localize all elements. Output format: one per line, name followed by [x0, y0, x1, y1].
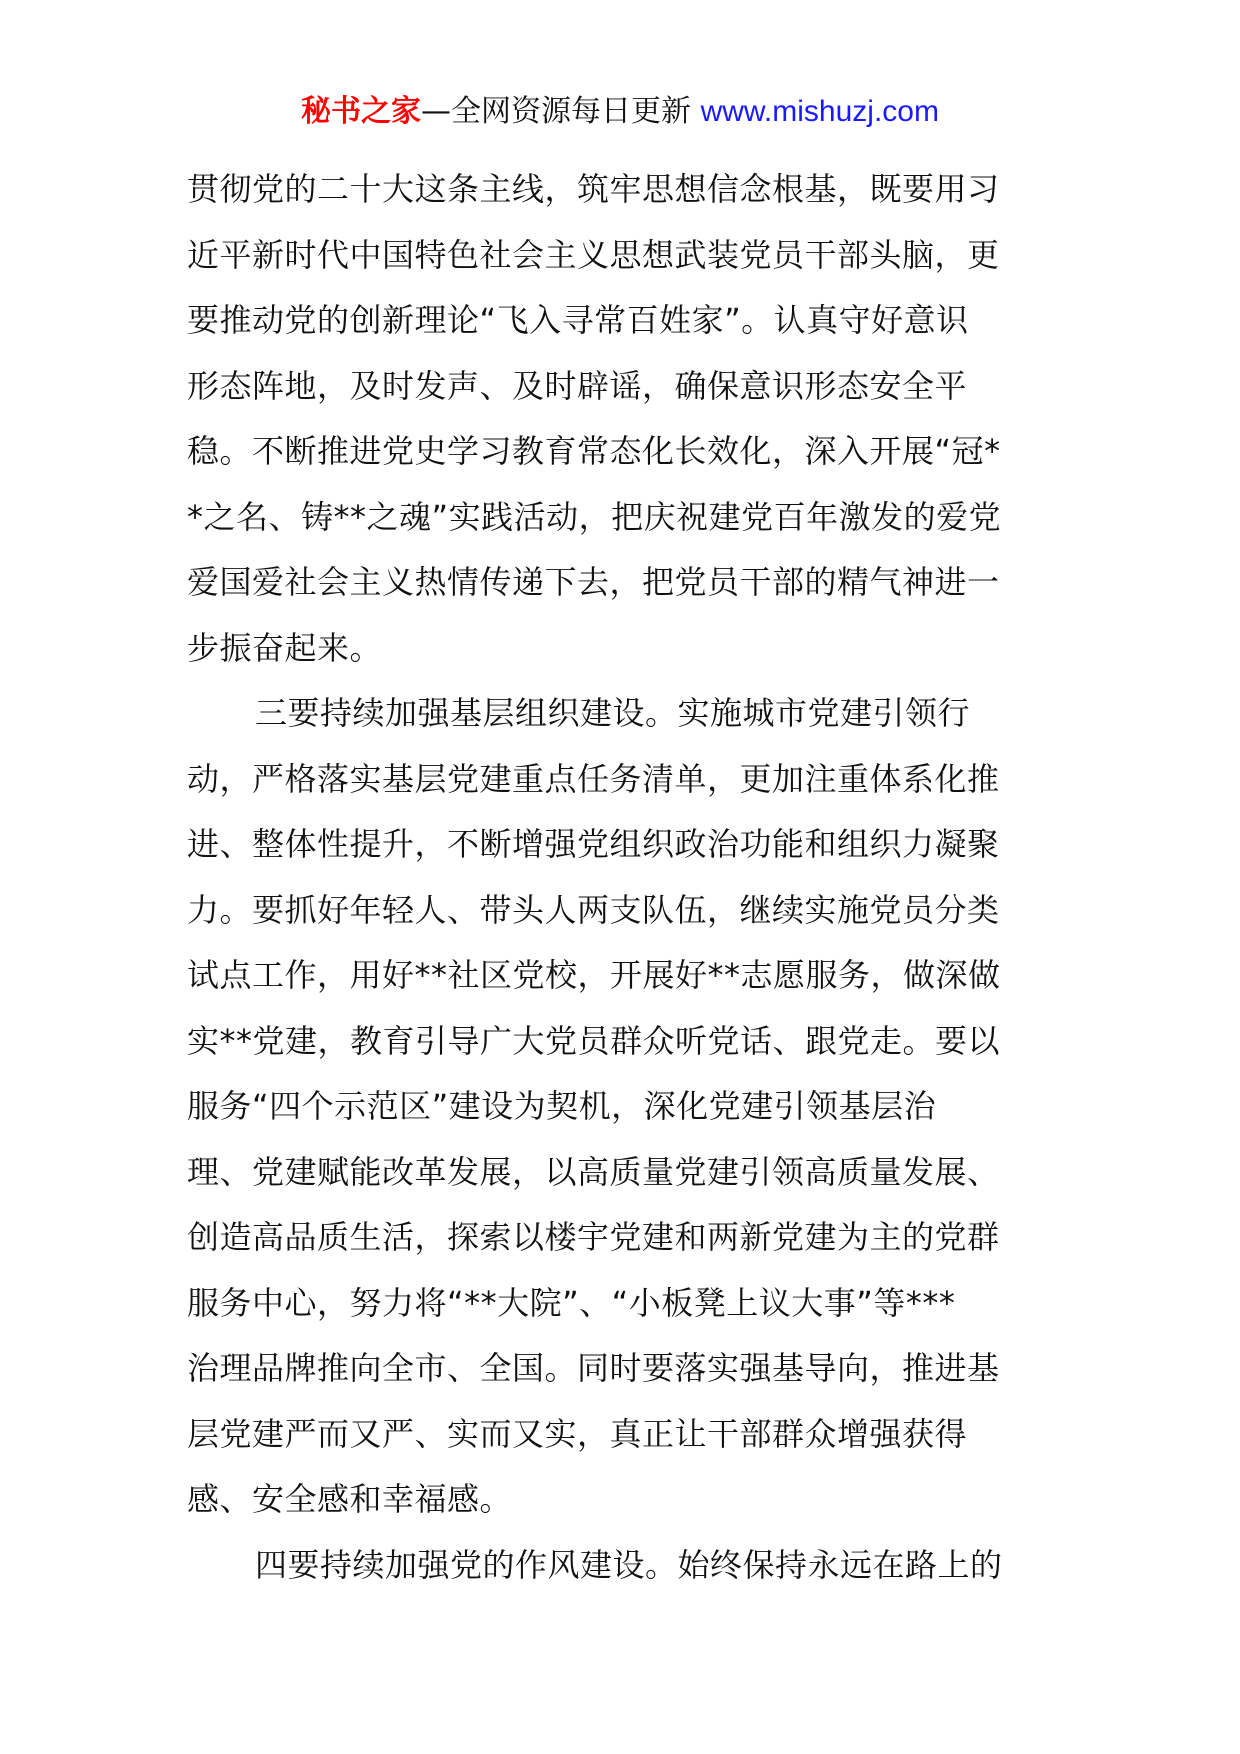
text-line: 理、党建赋能改革发展，以高质量党建引领高质量发展、 [187, 1152, 1000, 1191]
text-line: 形态阵地，及时发声、及时辟谣，确保意识形态安全平 [187, 366, 968, 405]
text-line: 进、整体性提升，不断增强党组织政治功能和组织力凝聚 [187, 825, 1000, 863]
site-brand: 秘书之家 [301, 94, 422, 129]
site-url-link[interactable]: www.mishuzj.com [700, 95, 939, 128]
text-line: 实**党建，教育引导广大党员群众听党话、跟党走。要以 [187, 1021, 1001, 1060]
text-line: 创造高品质生活，探索以楼宇党建和两新党建为主的党群 [187, 1218, 1000, 1256]
text-line: 感、安全感和幸福感。 [187, 1480, 513, 1518]
text-line: 近平新时代中国特色社会主义思想武装党员干部头脑，更 [187, 235, 1000, 274]
text-line: 层党建严而又严、实而又实，真正让干部群众增强获得 [187, 1414, 968, 1453]
text-line: 爱国爱社会主义热情传递下去，把党员干部的精气神进一 [187, 563, 1000, 601]
text-line: 步振奋起来。 [187, 628, 383, 667]
text-line: 力。要抓好年轻人、带头人两支队伍，继续实施党员分类 [187, 890, 1000, 929]
text-line: 三要持续加强基层组织建设。实施城市党建引领行 [255, 694, 971, 732]
text-line: 四要持续加强党的作风建设。始终保持永远在路上的 [255, 1545, 1003, 1584]
text-line: 要推动党的创新理论“飞入寻常百姓家”。认真守好意识 [187, 301, 969, 339]
text-line: 服务“四个示范区”建设为契机，深化党建引领基层治 [187, 1087, 937, 1125]
text-line: *之名、铸**之魂”实践活动，把庆祝建党百年激发的爱党 [187, 497, 1002, 536]
site-tagline: —全网资源每日更新 [421, 94, 701, 129]
text-line: 试点工作，用好**社区党校，开展好**志愿服务，做深做 [187, 956, 1001, 994]
text-line: 贯彻党的二十大这条主线，筑牢思想信念根基，既要用习 [187, 170, 1000, 208]
text-line: 动，严格落实基层党建重点任务清单，更加注重体系化推 [187, 759, 1000, 798]
text-line: 稳。不断推进党史学习教育常态化长效化，深入开展“冠* [187, 432, 1001, 470]
text-line: 治理品牌推向全市、全国。同时要落实强基导向，推进基 [187, 1349, 1000, 1387]
site-header [0, 92, 1240, 132]
text-line: 服务中心，努力将“**大院”、“小板凳上议大事”等*** [187, 1283, 956, 1322]
document-body [187, 157, 1057, 1598]
